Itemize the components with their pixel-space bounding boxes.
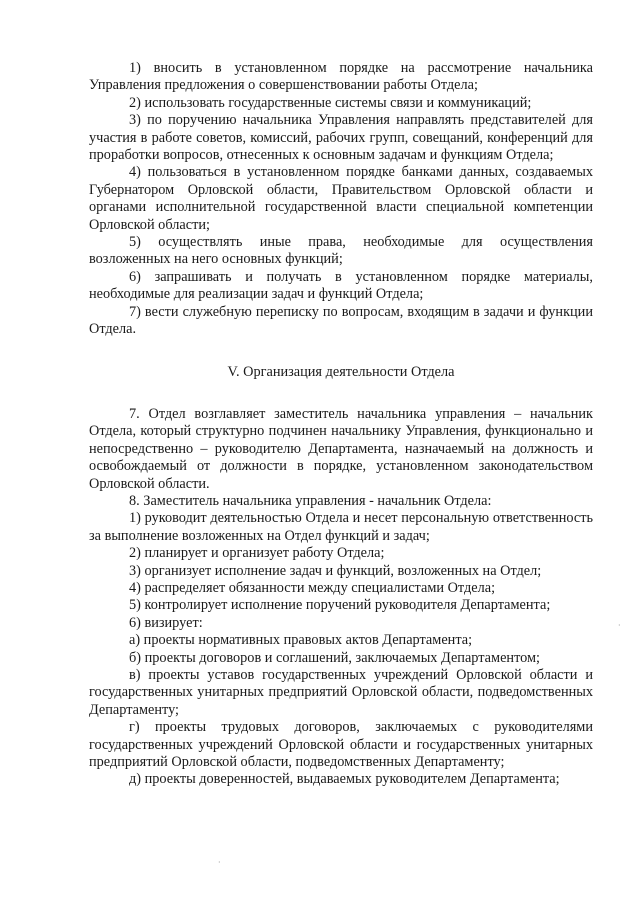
- margin-speck: ·: [618, 621, 621, 630]
- paragraph-right-3: 3) по поручению начальника Управления направлять представителей для участия в работе советов, комиссий, рабочих групп, совещаний, конференций для проработки вопросов, отнесенных к основным задачам и функциям Отдела;: [89, 112, 593, 164]
- paragraph-item-8: 8. Заместитель начальника управления - начальник Отдела:: [129, 492, 492, 509]
- paragraph-subitem-a: а) проекты нормативных правовых актов Департамента;: [129, 632, 473, 649]
- scan-speck: ·: [218, 858, 221, 867]
- paragraph-item-7: 7. Отдел возглавляет заместитель начальника управления – начальник Отдела, который структурно подчинен начальнику Управления, функционально и непосредственно – руководителю Департамента, назначаемый на должность и освобождаемый от должности в порядке, установленном законодательством Орловской области.: [89, 405, 593, 492]
- paragraph-duty-3: 3) организует исполнение задач и функций, возложенных на Отдел;: [129, 562, 542, 579]
- paragraph-right-4: 4) пользоваться в установленном порядке банками данных, создаваемых Губернатором Орловской области, Правительством Орловской области и органами исполнительной государственной власти специальной компетенции Орловской области;: [89, 164, 593, 233]
- paragraph-subitem-b: б) проекты договоров и соглашений, заключаемых Департаментом;: [129, 649, 541, 666]
- paragraph-subitem-v: в) проекты уставов государственных учреждений Орловской области и государственных унитарных предприятий Орловской области, подведомственных Департаменту;: [89, 667, 593, 718]
- paragraph-right-2: 2) использовать государственные системы связи и коммуникаций;: [129, 94, 532, 111]
- paragraph-right-6: 6) запрашивать и получать в установленном порядке материалы, необходимые для реализации задач и функций Отдела;: [89, 268, 593, 303]
- paragraph-subitem-d: д) проекты доверенностей, выдаваемых руководителем Департамента;: [129, 771, 560, 788]
- paragraph-right-1: 1) вносить в установленном порядке на рассмотрение начальника Управления предложения о совершенствовании работы Отдела;: [89, 60, 593, 94]
- paragraph-right-7: 7) вести служебную переписку по вопросам, входящим в задачи и функции Отдела.: [89, 303, 593, 338]
- document-page: [89, 60, 593, 789]
- paragraph-duty-4: 4) распределяет обязанности между специалистами Отдела;: [129, 579, 496, 596]
- paragraph-right-5: 5) осуществлять иные права, необходимые для осуществления возложенных на него основных функций;: [89, 234, 593, 268]
- paragraph-duty-5: 5) контролирует исполнение поручений руководителя Департамента;: [129, 597, 551, 614]
- paragraph-duty-6: 6) визирует:: [129, 614, 203, 631]
- paragraph-subitem-g: г) проекты трудовых договоров, заключаемых с руководителями государственных учреждений Орловской области и государственных унитарных предприятий Орловской области, подведомственных Департаменту;: [89, 719, 593, 771]
- section-heading: V. Организация деятельности Отдела: [227, 363, 455, 380]
- paragraph-duty-1: 1) руководит деятельностью Отдела и несет персональную ответственность за выполнение возложенных на Отдел функций и задач;: [89, 510, 593, 544]
- paragraph-duty-2: 2) планирует и организует работу Отдела;: [129, 545, 385, 562]
